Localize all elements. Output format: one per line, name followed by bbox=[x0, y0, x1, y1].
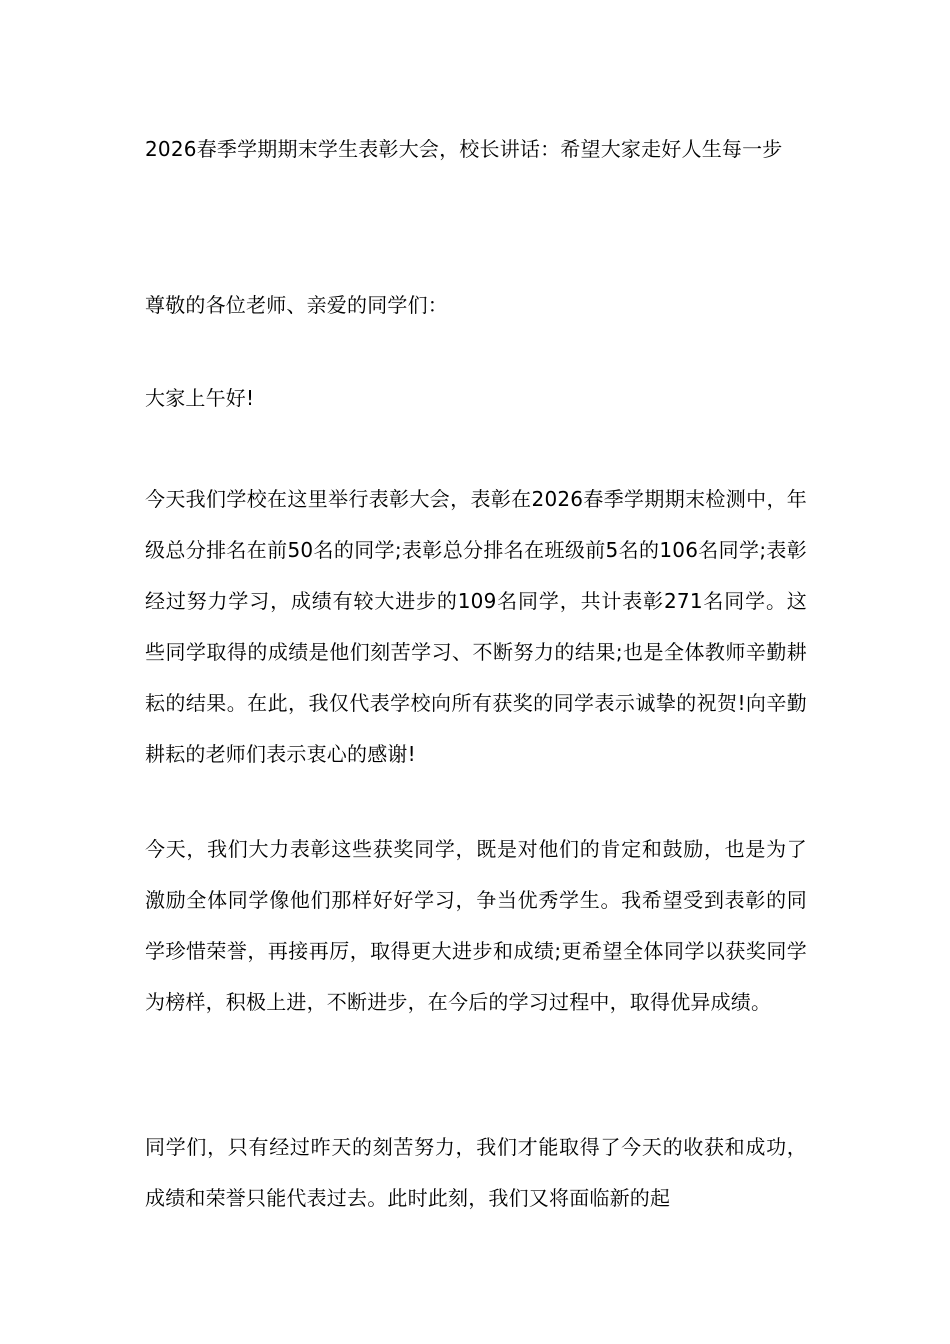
paragraph-encouragement: 今天，我们大力表彰这些获奖同学，既是对他们的肯定和鼓励，也是为了激励全体同学像他们那样好好学习，争当优秀学生。我希望受到表彰的同学珍惜荣誉，再接再厉，取得更大进步和成绩;更希望全体同学以获奖同学为榜样，积极上进，不断进步，在今后的学习过程中，取得优异成绩。 bbox=[145, 837, 807, 1014]
paragraph-future: 同学们，只有经过昨天的刻苦努力，我们才能取得了今天的收获和成功，成绩和荣誉只能代表过去。此时此刻，我们又将面临新的起 bbox=[145, 1135, 807, 1210]
paragraph-clip bbox=[145, 1122, 807, 1224]
document-title: 2026春季学期期末学生表彰大会，校长讲话：希望大家走好人生每一步 bbox=[145, 137, 783, 161]
paragraph-awards: 今天我们学校在这里举行表彰大会，表彰在2026春季学期期末检测中，年级总分排名在前50名的同学;表彰总分排名在班级前5名的106名同学;表彰经过努力学习，成绩有较大进步的109名同学，共计表彰271名同学。这些同学取得的成绩是他们刻苦学习、不断努力的结果;也是全体教师辛勤耕耘的结果。在此，我仅代表学校向所有获奖的同学表示诚挚的祝贺!向辛勤耕耘的老师们表示衷心的感谢! bbox=[145, 487, 807, 766]
salutation: 尊敬的各位老师、亲爱的同学们： bbox=[145, 293, 448, 317]
greeting: 大家上午好! bbox=[145, 386, 255, 410]
